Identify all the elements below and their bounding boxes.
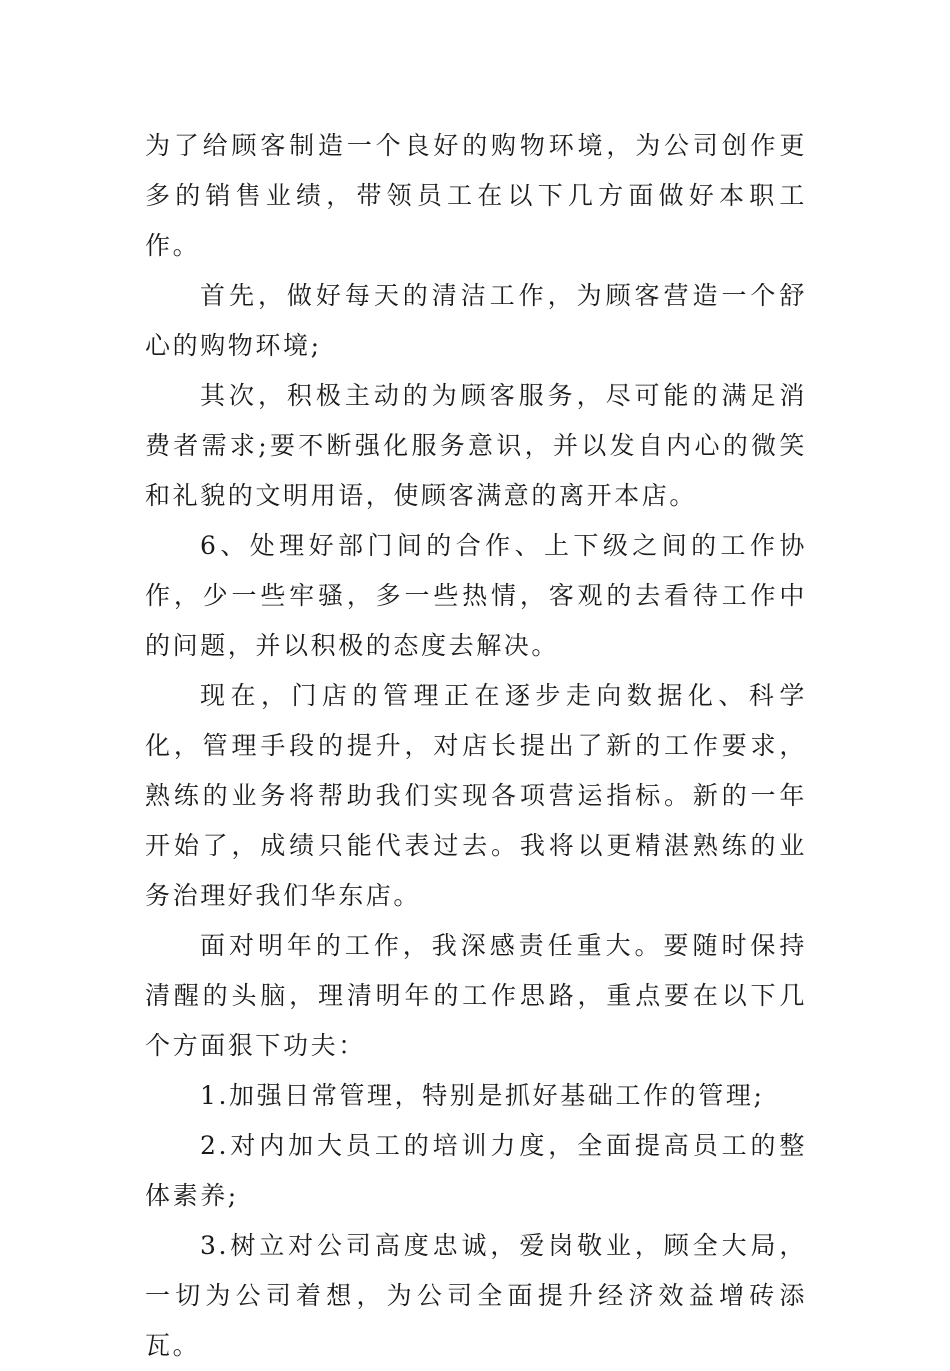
paragraph-intro: 为了给顾客制造一个良好的购物环境，为公司创作更多的销售业绩，带领员工在以下几方面做好本职工作。 bbox=[145, 131, 807, 260]
paragraph-first: 首先，做好每天的清洁工作，为顾客营造一个舒心的购物环境; bbox=[145, 281, 807, 360]
paragraph-next-year: 面对明年的工作，我深感责任重大。要随时保持清醒的头脑，理清明年的工作思路，重点要在以下几个方面狠下功夫： bbox=[145, 931, 807, 1060]
paragraph-second: 其次，积极主动的为顾客服务，尽可能的满足消费者需求;要不断强化服务意识，并以发自内心的微笑和礼貌的文明用语，使顾客满意的离开本店。 bbox=[145, 381, 807, 510]
list-item-3: 3.树立对公司高度忠诚，爱岗敬业，顾全大局，一切为公司着想，为公司全面提升经济效益增砖添瓦。 bbox=[145, 1231, 807, 1360]
list-item-1: 1.加强日常管理，特别是抓好基础工作的管理; bbox=[200, 1081, 765, 1110]
list-item-2: 2.对内加大员工的培训力度，全面提高员工的整体素养; bbox=[145, 1131, 807, 1210]
document-body bbox=[145, 121, 807, 1371]
paragraph-item-6: 6、处理好部门间的合作、上下级之间的工作协作，少一些牢骚，多一些热情，客观的去看待工作中的问题，并以积极的态度去解决。 bbox=[145, 531, 807, 660]
paragraph-current-status: 现在，门店的管理正在逐步走向数据化、科学化，管理手段的提升，对店长提出了新的工作要求，熟练的业务将帮助我们实现各项营运指标。新的一年开始了，成绩只能代表过去。我将以更精湛熟练的业务治理好我们华东店。 bbox=[145, 681, 807, 910]
